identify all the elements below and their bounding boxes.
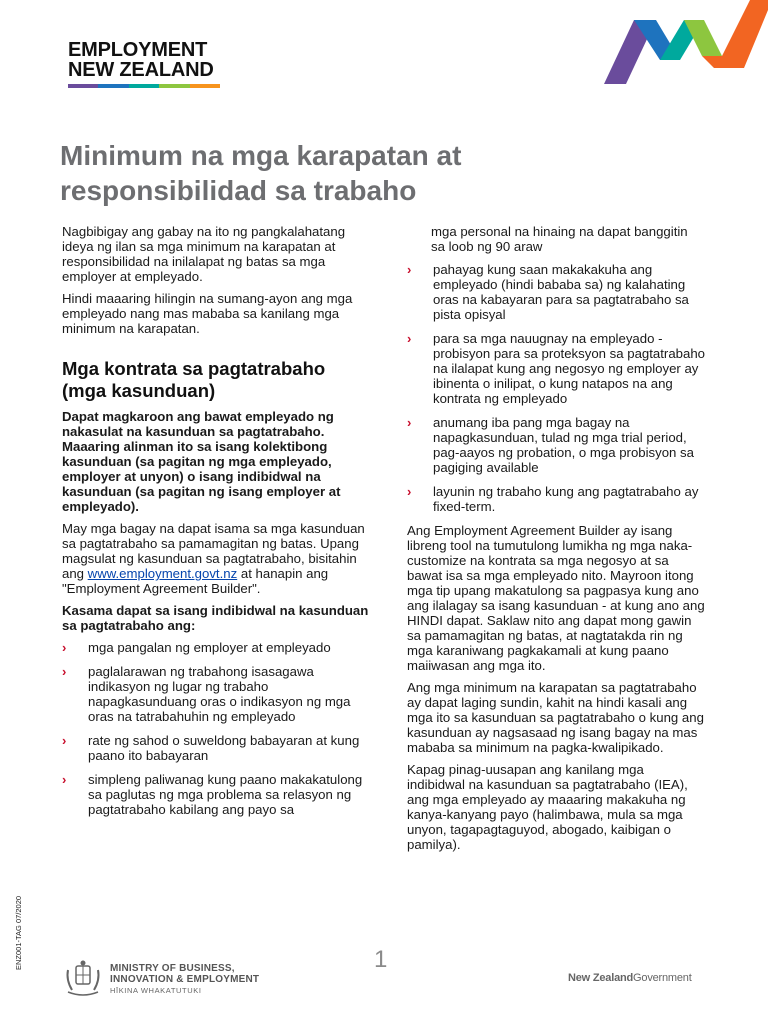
list-item-text: anumang iba pang mga bagay na napagkasunduan, tulad ng mga trial period, pag-aayos ng probation, o mga probisyon sa pagiging available [433,415,694,475]
employment-website-link[interactable]: www.employment.govt.nz [87,566,238,581]
list-item [407,331,705,406]
employment-nz-logo [68,40,220,88]
chevron-right-icon: › [62,733,67,748]
nzgov-part-2: Government [633,972,692,984]
builder-description-paragraph: Ang Employment Agreement Builder ay isang libreng tool na tumutulong lumikha ng mga naka-customize na kontrata sa mga negosyo at sa bawat isa sa mga empleyado nito. Mayroon itong mga tip upang makatulong sa pagpasya kung ano ang ilalagay sa isang kasunduan - at kung ano ang HINDI dapat. Saklaw nito ang dapat mong gawin sa pamamagitan ng batas, at nagtatakda rin ng mga karaniwang pagkakamali at kung paano maiiwasan ang mga ito. [407,523,705,673]
minimum-rights-paragraph: Ang mga minimum na karapatan sa pagtatrabaho ay dapat laging sundin, kahit na hindi kasali ang mga ito sa kasunduan sa pagtatrabaho o kung ang kasunduan ay nagsasaad ng isang bagay na mas mababa sa minimum na pagka-kwalipikado. [407,680,704,755]
list-item [62,772,370,817]
chevron-right-icon: › [407,331,412,346]
mbie-line-1: MINISTRY OF BUSINESS, [110,962,235,974]
chevron-right-icon: › [62,664,67,679]
intro-paragraph-1: Nagbibigay ang gabay na ito ng pangkalahatang ideya ng ilan sa mga minimum na karapatan at responsibilidad na inilalapat ng batas sa mga employer at empleyado. [62,224,346,284]
mbie-maori-name: HĪKINA WHAKATUTUKI [110,985,202,995]
logo-line-1: EMPLOYMENT [68,39,208,61]
list-item-text: simpleng paliwanag kung paano makakatulong sa paglutas ng mga problema sa relasyon ng pagtatrabaho kabilang ang payo sa [88,772,363,817]
chevron-right-icon: › [407,415,412,430]
list-item-text: layunin ng trabaho kung ang pagtatrabaho ay fixed-term. [433,484,699,514]
chevron-right-icon: › [407,262,412,277]
list-item [407,262,705,322]
intro-paragraph-2: Hindi maaaring hilingin na sumang-ayon ang mga empleyado nang mas mababa sa kanilang mga minimum na karapatan. [62,291,353,336]
section-heading: Mga kontrata sa pagtatrabaho (mga kasunduan) [62,358,326,401]
brand-mark-icon [598,0,768,86]
document-code: ENZ001-TAG 07/2020 [14,895,23,970]
right-column [407,224,705,859]
list-item-text: para sa mga nauugnay na empleyado - probisyon para sa proteksyon sa pagtatrabaho na ilalapat kung ang negosyo ng employer ay ibinenta o inilipat, o kung natapos na ang kontrata ng empleyado [433,331,705,406]
page-number: 1 [374,946,388,973]
mbie-line-2: INNOVATION & EMPLOYMENT [110,973,260,985]
iea-advice-paragraph: Kapag pinag-uusapan ang kanilang mga indibidwal na kasunduan sa pagtatrabaho (IEA), ang mga empleyado ay maaaring makakuha ng kanya-kanyang payo (halimbawa, mula sa mga unyon, tagapagtaguyod, abogado, kaibigan o pamilya). [407,762,688,852]
mbie-logo [62,960,259,998]
list-item [407,415,705,475]
list-item-text: rate ng sahod o suweldong babayaran at kung paano ito babayaran [88,733,360,763]
page-title: Minimum na mga karapatan at responsibilidad sa trabaho [60,140,462,206]
chevron-right-icon: › [407,484,412,499]
mbie-text [110,963,259,996]
nz-government-logo [568,972,692,984]
list-item [62,664,370,724]
builder-paragraph-pre: May mga bagay na dapat isama sa mga kasunduan sa pagtatrabaho sa pamamagitan ng batas. Upang magsulat ng kasunduan sa pagtatrabaho, bisitahin ang [62,521,365,581]
list-item [407,484,705,514]
list-item [62,640,370,655]
continued-bullet-text: mga personal na hinaing na dapat banggitin sa loob ng 90 araw [431,224,688,254]
left-column [62,224,370,826]
chevron-right-icon: › [62,772,67,787]
must-include-heading: Kasama dapat sa isang indibidwal na kasunduan sa pagtatrabaho ang: [62,603,369,633]
bold-paragraph: Dapat magkaroon ang bawat empleyado ng nakasulat na kasunduan sa pagtatrabaho. Maaaring alinman ito sa isang kolektibong kasunduan (sa pagitan ng mga empleyado, employer at unyon) o isang indibidwal na kasunduan (sa pagitan ng isang employer at empleyado). [62,409,341,514]
left-bullet-list [62,640,370,817]
list-item-text: paglalarawan ng trabahong isasagawa indikasyon ng lugar ng trabaho napagkasunduang oras o indikasyon ng mga oras na tatrabahuhin ng empleyado [88,664,351,724]
chevron-right-icon: › [62,640,67,655]
builder-paragraph [62,521,370,596]
logo-line-2: NEW ZEALAND [68,59,214,81]
nzgov-part-1: New Zealand [568,972,634,984]
logo-color-bar [68,84,220,88]
right-bullet-list [407,262,705,514]
builder-paragraph-post: at hanapin ang "Employment Agreement Builder". [62,566,329,596]
list-item-text: pahayag kung saan makakakuha ang empleyado (hindi bababa sa) ng kalahating oras na kabayaran para sa pagtatrabaho sa pista opisyal [433,262,689,322]
list-item-text: mga pangalan ng employer at empleyado [88,640,331,655]
nz-coat-of-arms-icon [62,960,104,998]
list-item [62,733,370,763]
